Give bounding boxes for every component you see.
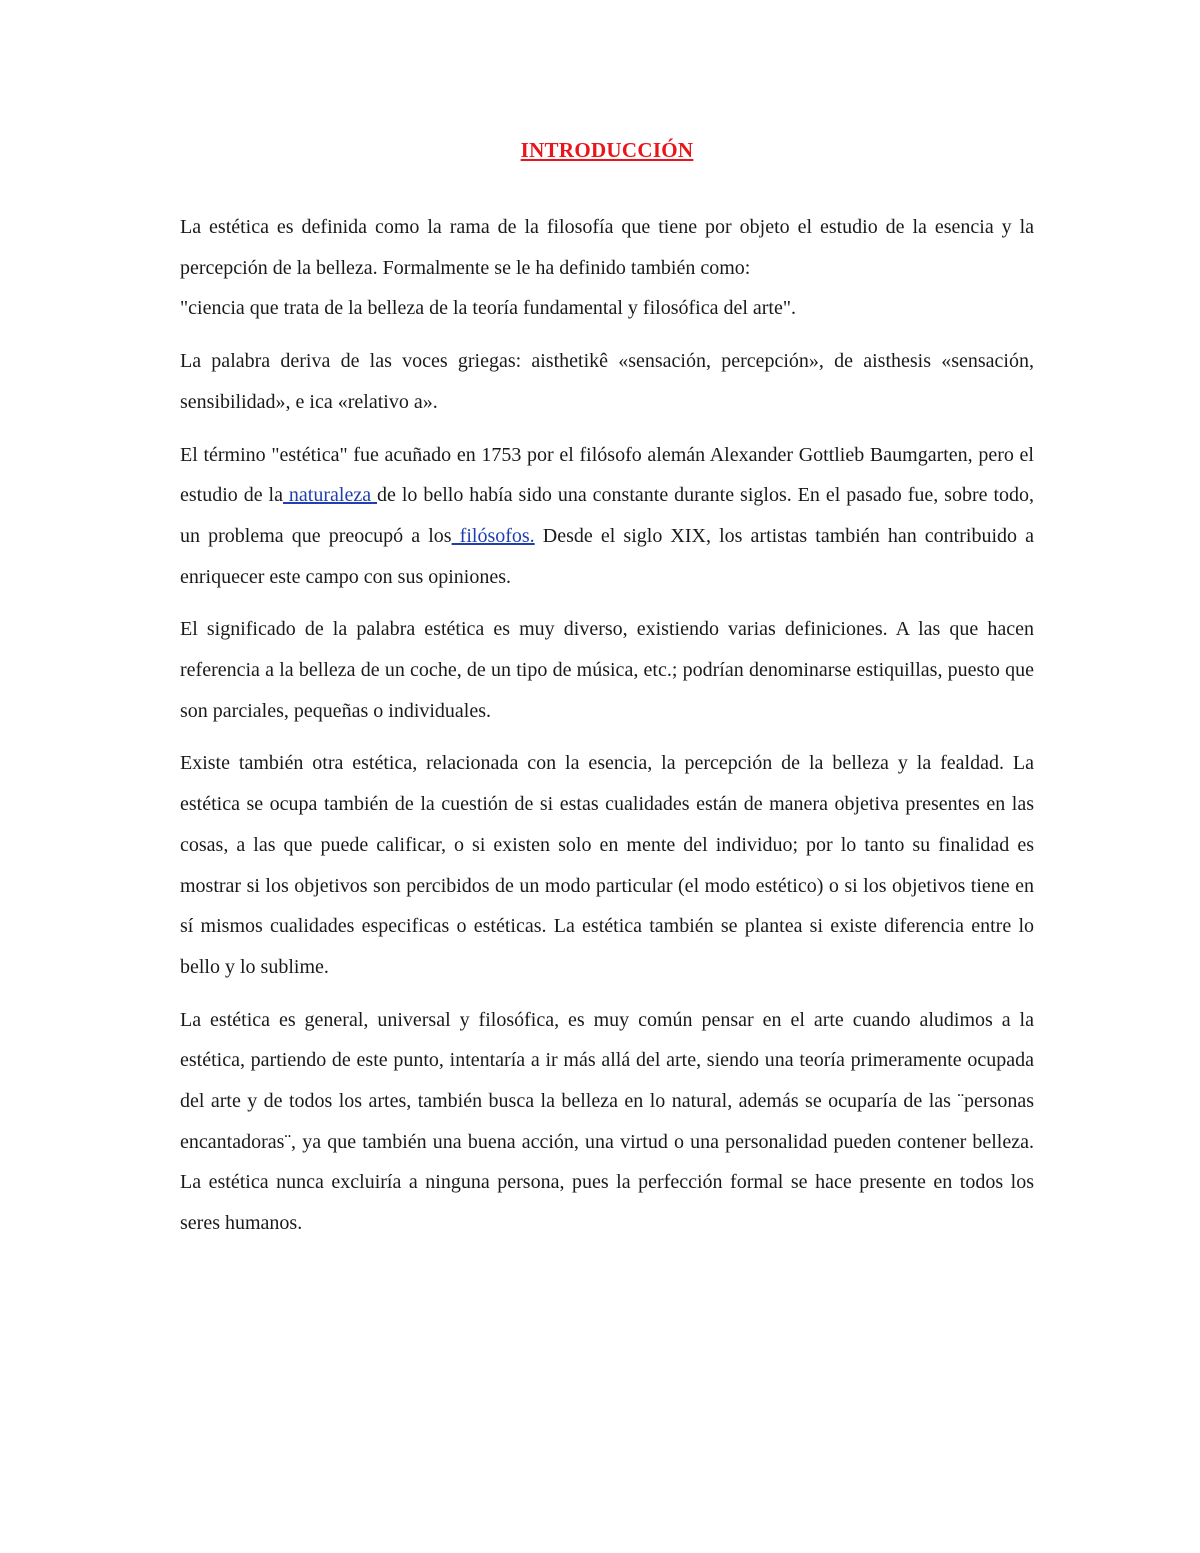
history-text-end: Desde el siglo XIX, los artistas también han contribuido a enriquecer este campo con sus opiniones.	[180, 524, 1034, 588]
document-title: INTRODUCCIÓN	[520, 138, 694, 162]
paragraph-universal: La estética es general, universal y filosófica, es muy común pensar en el arte cuando aludimos a la estética, partiendo de este punto, intentaría a ir más allá del arte, siendo una teoría primeramente ocupada del arte y de todos los artes, también busca la belleza en lo natural, además se ocuparía de las ¨personas encantadoras¨, ya que también una buena acción, una virtud o una personalidad pueden contener belleza. La estética nunca excluiría a ninguna persona, pues la perfección formal se hace presente en todos los seres humanos.	[180, 1008, 1034, 1235]
document-page	[180, 138, 1034, 1256]
paragraph-essence: Existe también otra estética, relacionada con la esencia, la percepción de la belleza y la fealdad. La estética se ocupa también de la cuestión de si estas cualidades están de manera objetiva presentes en las cosas, a las que puede calificar, o si existen solo en mente del individuo; por lo tanto su finalidad es mostrar si los objetivos son percibidos de un modo particular (el modo estético) o si los objetivos tiene en sí mismos cualidades especificas o estéticas. La estética también se plantea si existe diferencia entre lo bello y lo sublime.	[180, 752, 1034, 978]
history-text-middle: de lo bello había sido una constante durante siglos. En el pasado fue, sobre todo, un problema que preocupó a los	[180, 484, 1034, 547]
paragraph-definition	[180, 207, 1034, 329]
history-text-start: El término "estética" fue acuñado en 1753 por el filósofo alemán Alexander Gottlieb Baumgarten, pero el estudio de la	[180, 443, 1034, 507]
filosofos-link[interactable]: filósofos.	[451, 524, 535, 547]
paragraph-definition-text: La estética es definida como la rama de la filosofía que tiene por objeto el estudio de la esencia y la percepción de la belleza. Formalmente se le ha definido también como:	[180, 216, 1034, 279]
paragraph-history	[180, 435, 1034, 598]
paragraph-etymology: La palabra deriva de las voces griegas: aisthetikê «sensación, percepción», de aisthesis «sensación, sensibilidad», e ica «relativo a».	[180, 350, 1034, 413]
paragraph-meaning: El significado de la palabra estética es muy diverso, existiendo varias definiciones. A las que hacen referencia a la belleza de un coche, de un tipo de música, etc.; podrían denominarse estiquillas, puesto que son parciales, pequeñas o individuales.	[180, 618, 1034, 722]
naturaleza-link[interactable]: naturaleza	[282, 484, 378, 507]
paragraph-definition-quote: "ciencia que trata de la belleza de la teoría fundamental y filosófica del arte".	[180, 297, 797, 320]
